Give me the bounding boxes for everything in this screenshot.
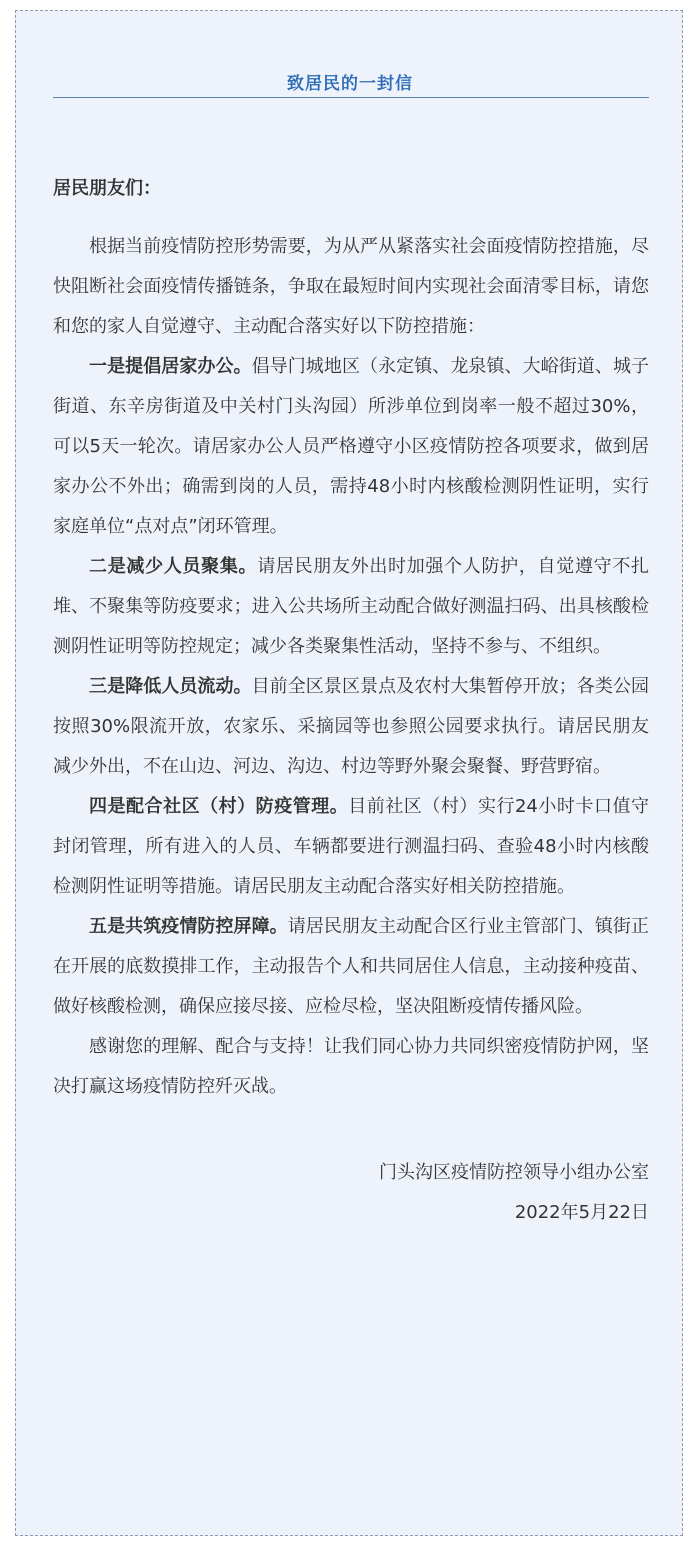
measure-paragraph-3: [53, 667, 649, 787]
letter-body: [53, 169, 649, 1233]
measure-paragraph-1: [53, 347, 649, 547]
measure-heading-5: 五是共筑疫情防控屏障。: [89, 916, 288, 937]
measure-text-4: 目前社区（村）实行24小时卡口值守封闭管理，所有进入的人员、车辆都要进行测温扫码、查验48小时内核酸检测阴性证明等措施。请居民朋友主动配合落实好相关防控措施。: [53, 796, 650, 897]
measure-heading-4: 四是配合社区（村）防疫管理。: [89, 796, 349, 817]
letter-card: [15, 10, 683, 1536]
measure-paragraph-5: [53, 907, 649, 1027]
measure-text-2: 请居民朋友外出时加强个人防护，自觉遵守不扎堆、不聚集等防疫要求；进入公共场所主动配合做好测温扫码、出具核酸检测阴性证明等防控规定；减少各类聚集性活动，坚持不参与、不组织。: [53, 556, 650, 657]
measure-heading-3: 三是降低人员流动。: [89, 676, 252, 697]
measure-paragraph-4: [53, 787, 649, 907]
measure-heading-2: 二是减少人员聚集。: [89, 556, 258, 577]
title-divider: [53, 97, 649, 98]
signature-organization: 门头沟区疫情防控领导小组办公室: [379, 1162, 649, 1183]
salutation: 居民朋友们：: [53, 178, 161, 199]
measure-text-1: 倡导门城地区（永定镇、龙泉镇、大峪街道、城子街道、东辛房街道及中关村门头沟园）所涉单位到岗率一般不超过30%，可以5天一轮次。请居家办公人员严格遵守小区疫情防控各项要求，做到居家办公不外出；确需到岗的人员，需持48小时内核酸检测阴性证明，实行家庭单位“点对点”闭环管理。: [53, 356, 650, 537]
letter-title: 致居民的一封信: [287, 74, 413, 94]
closing-paragraph: 感谢您的理解、配合与支持！让我们同心协力共同织密疫情防护网，坚决打赢这场疫情防控歼灭战。: [53, 1036, 649, 1097]
measure-paragraph-2: [53, 547, 649, 667]
signature-date: 2022年5月22日: [514, 1202, 649, 1223]
measure-heading-1: 一是提倡居家办公。: [89, 356, 252, 377]
measure-text-3: 目前全区景区景点及农村大集暂停开放；各类公园按照30%限流开放，农家乐、采摘园等也参照公园要求执行。请居民朋友减少外出，不在山边、河边、沟边、村边等野外聚会聚餐、野营野宿。: [53, 676, 650, 777]
intro-paragraph: 根据当前疫情防控形势需要，为从严从紧落实社会面疫情防控措施，尽快阻断社会面疫情传播链条，争取在最短时间内实现社会面清零目标，请您和您的家人自觉遵守、主动配合落实好以下防控措施：: [53, 236, 649, 337]
measure-text-5: 请居民朋友主动配合区行业主管部门、镇街正在开展的底数摸排工作，主动报告个人和共同居住人信息，主动接种疫苗、做好核酸检测，确保应接尽接、应检尽检，坚决阻断疫情传播风险。: [53, 916, 649, 1017]
